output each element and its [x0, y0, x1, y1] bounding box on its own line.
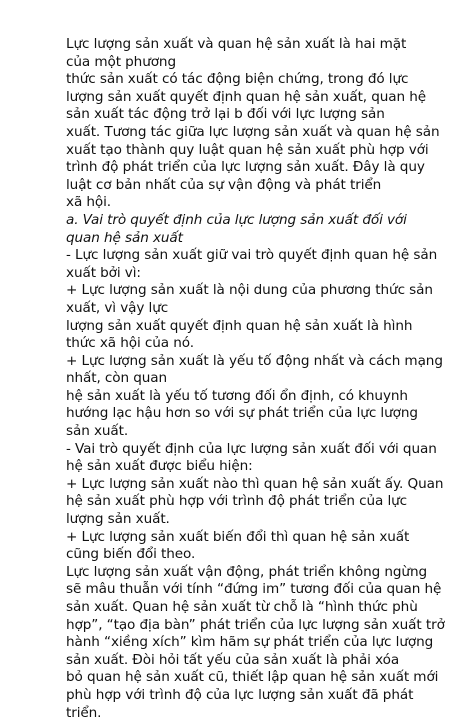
paragraph-line: Lực lượng sản xuất vận động, phát triển không ngừng — [66, 563, 427, 580]
paragraph-line: + Lực lượng sản xuất là nội dung của phương thức sản — [66, 282, 433, 299]
paragraph-line: của một phương — [66, 53, 176, 70]
paragraph-line: xã hội. — [66, 194, 112, 211]
paragraph-line: sản xuất. Đòi hỏi tất yếu của sản xuất là phải xóa — [66, 651, 400, 668]
paragraph-line: bỏ quan hệ sản xuất cũ, thiết lập quan hệ sản xuất mới — [66, 669, 439, 686]
paragraph-line: - Vai trò quyết định của lực lượng sản xuất đối với quan — [66, 440, 437, 457]
paragraph-line: hệ sản xuất được biểu hiện: — [66, 458, 253, 475]
paragraph-line: + Lực lượng sản xuất là yếu tố động nhất và cách mạng — [66, 352, 443, 369]
paragraph-line: sản xuất. — [66, 423, 129, 440]
paragraph-line: sẽ mâu thuẫn với tính “đứng im” tương đối của quan hệ — [66, 581, 442, 598]
paragraph-line: hướng lạc hậu hơn so với sự phát triển của lực lượng — [66, 405, 418, 422]
paragraph-line: xuất, vì vậy lực — [66, 299, 169, 316]
paragraph-line: lượng sản xuất quyết định quan hệ sản xuất, quan hệ — [66, 88, 427, 105]
paragraph-line: hệ sản xuất phù hợp với trình độ phát triển của lực — [66, 493, 408, 510]
paragraph-line: hệ sản xuất là yếu tố tương đối ổn định, có khuynh — [66, 387, 408, 404]
paragraph-line: sản xuất. Quan hệ sản xuất từ chỗ là “hình thức phù — [66, 599, 418, 615]
paragraph-line: hành “xiềng xích” kìm hãm sự phát triển của lực lượng — [66, 634, 434, 651]
section-heading-line: a. Vai trò quyết định của lực lượng sản xuất đối với — [66, 211, 407, 228]
paragraph-line: + Lực lượng sản xuất nào thì quan hệ sản xuất ấy. Quan — [66, 475, 444, 492]
paragraph-line: + Lực lượng sản xuất biến đổi thì quan hệ sản xuất — [66, 528, 410, 545]
section-heading-line: quan hệ sản xuất — [66, 229, 183, 246]
paragraph-line: xuất tạo thành quy luật quan hệ sản xuất phù hợp với — [66, 141, 429, 158]
paragraph-line: cũng biến đổi theo. — [66, 546, 196, 563]
paragraph-line: hợp”, “tạo địa bàn” phát triển của lực lượng sản xuất trở — [66, 616, 445, 633]
paragraph-line: Lực lượng sản xuất và quan hệ sản xuất là hai mặt — [66, 36, 407, 52]
paragraph-line: xuất bởi vì: — [66, 264, 141, 281]
paragraph-line: thức sản xuất có tác động biện chứng, trong đó lực — [66, 71, 409, 88]
paragraph-line: thức xã hội của nó. — [66, 335, 194, 352]
paragraph-line: trình độ phát triển của lực lượng sản xuất. Đây là quy — [66, 159, 425, 176]
paragraph-line: lượng sản xuất quyết định quan hệ sản xuất là hình — [66, 317, 413, 334]
document-body — [66, 36, 446, 722]
paragraph-line: triển. — [66, 704, 102, 721]
paragraph-line: - Lực lượng sản xuất giữ vai trò quyết định quan hệ sản — [66, 247, 438, 264]
paragraph-line: sản xuất tác động trở lại b đối với lực lượng sản — [66, 106, 385, 123]
paragraph-line: nhất, còn quan — [66, 370, 168, 387]
paragraph-line: phù hợp với trình độ của lực lượng sản xuất đã phát — [66, 686, 414, 703]
paragraph-line: xuất. Tương tác giữa lực lượng sản xuất và quan hệ sản — [66, 123, 440, 140]
paragraph-line: lượng sản xuất. — [66, 511, 170, 528]
paragraph-line: luật cơ bản nhất của sự vận động và phát triển — [66, 176, 382, 193]
